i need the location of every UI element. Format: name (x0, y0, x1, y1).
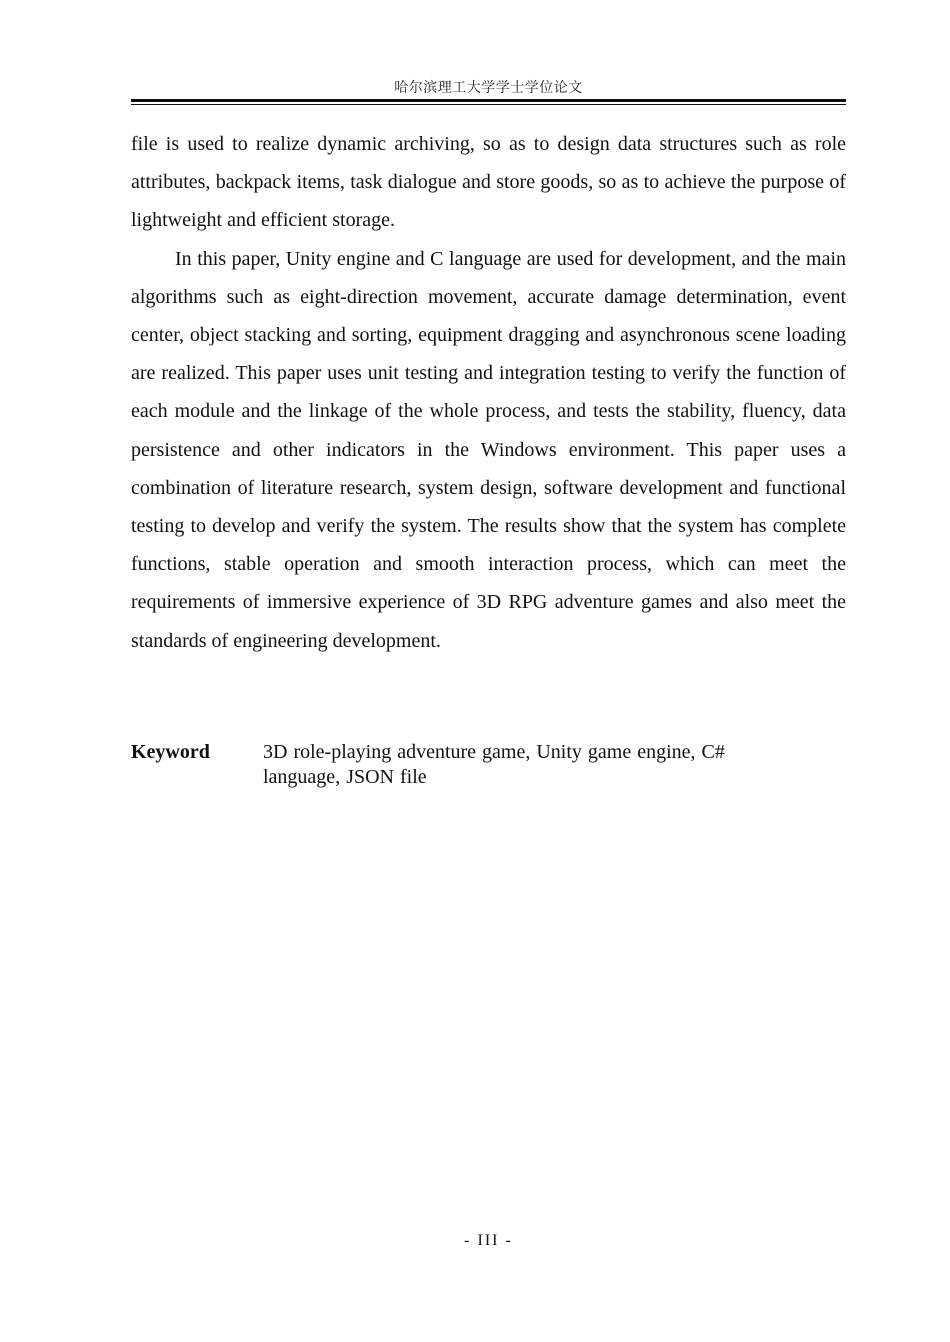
keyword-label: Keyword (131, 741, 210, 763)
page-number: - III - (464, 1232, 513, 1249)
header-rule-thick (131, 99, 846, 102)
body-text (131, 125, 846, 660)
paragraph-main: In this paper, Unity engine and C language are used for development, and the main algorithms such as eight-direction movement, accurate damage determination, event center, object stacking and sorting, equipment dragging and asynchronous scene loading are realized. This paper uses unit testing and integration testing to verify the function of each module and the linkage of the whole process, and tests the stability, fluency, data persistence and other indicators in the Windows environment. This paper uses a combination of literature research, system design, software development and functional testing to develop and verify the system. The results show that the system has complete functions, stable operation and smooth interaction process, which can meet the requirements of immersive experience of 3D RPG adventure games and also meet the standards of engineering development. (131, 247, 846, 652)
running-header: 哈尔滨理工大学学士学位论文 (394, 80, 583, 96)
paragraph-continuation: file is used to realize dynamic archiving, so as to design data structures such as role attributes, backpack items, task dialogue and store goods, so as to achieve the purpose of lightweight and efficient storage. (131, 133, 846, 232)
keyword-list: 3D role-playing adventure game, Unity game engine, C# language, JSON file (263, 741, 725, 788)
header-rule-thin (131, 104, 846, 105)
